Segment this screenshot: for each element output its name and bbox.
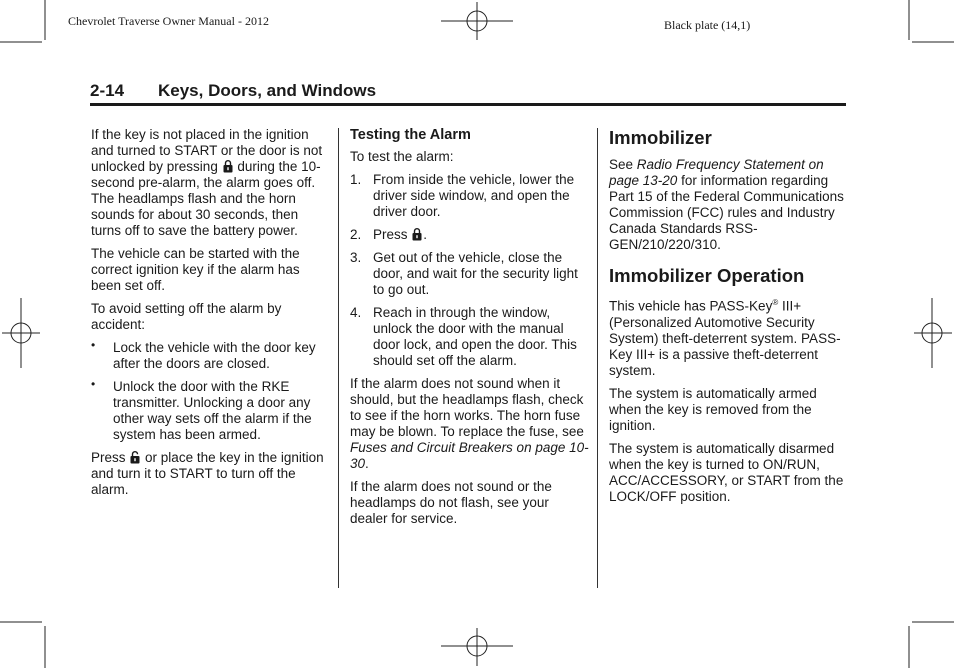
paragraph: If the alarm does not sound or the headlamps do not flash, see your dealer for service. [350,479,552,526]
list-item: • Lock the vehicle with the door key after the doors are closed. [91,340,331,372]
column-2 [350,127,590,534]
bullet-list [91,340,331,443]
heading-immobilizer-operation: Immobilizer Operation [609,265,805,286]
list-item: 1. From inside the vehicle, lower the driver side window, and open the driver door. [350,172,575,219]
plate-label-left: Chevrolet Traverse Owner Manual - 2012 [68,14,269,28]
paragraph: If the key is not placed in the ignition and turned to START or the door is not unlocked by pressing during the 10-second pre-alarm, the alarm goes off. The headlamps flash and the horn sounds for about 30 seconds, then turns off to save the battery power. [91,127,323,238]
paragraph: The vehicle can be started with the correct ignition key if the alarm has been set off. [91,246,300,293]
list-item: • Unlock the door with the RKE transmitter. Unlocking a door any other way sets off the alarm if the system has been armed. [91,379,331,443]
lock-icon [223,160,233,173]
registered-mark: ® [772,298,779,307]
subheading-testing-alarm: Testing the Alarm [350,127,471,143]
paragraph: See Radio Frequency Statement on page 13-20 for information regarding Part 15 of the Federal Communications Commission (FCC) rules and Industry Canada Standards RSS-GEN/210/220/310. [609,157,844,252]
list-item: 2. Press . [350,227,428,242]
paragraph: The system is automatically disarmed when the key is turned to ON/RUN, ACC/ACCESSORY, or START from the LOCK/OFF position. [609,440,844,504]
cross-reference-link[interactable]: Fuses and Circuit Breakers on page 10-30 [350,440,589,471]
paragraph: The system is automatically armed when the key is removed from the ignition. [609,385,817,433]
plate-label-right: Black plate (14,1) [664,18,751,32]
column-divider-1 [338,128,339,588]
paragraph: To test the alarm: [350,149,454,164]
section-header [90,81,846,106]
column-1 [91,127,331,505]
column-divider-2 [597,128,598,588]
lock-icon [412,228,422,241]
column-3 [609,127,849,512]
paragraph: To avoid setting off the alarm by accident: [91,301,282,332]
unlock-icon [130,451,140,464]
paragraph: This vehicle has PASS-Key® III+ (Personalized Automotive Security System) theft-deterrent system. PASS-Key III+ is a passive theft-deterrent system. [609,298,841,378]
paragraph: If the alarm does not sound when it should, but the headlamps flash, check to see if the horn works. The horn fuse may be blown. To replace the fuse, see Fuses and Circuit Breakers on page 10-30. [350,376,589,471]
cross-reference-link[interactable]: Radio Frequency Statement on page 13-20 [609,157,824,188]
section-title: Keys, Doors, and Windows [158,81,377,100]
list-item: 4. Reach in through the window, unlock the door with the manual door lock, and open the door. This should set off the alarm. [350,305,577,368]
numbered-list [350,172,590,369]
list-item: 3. Get out of the vehicle, close the door, and wait for the security light to go out. [350,250,578,297]
heading-immobilizer: Immobilizer [609,127,712,148]
paragraph: Press or place the key in the ignition and turn it to START to turn off the alarm. [91,450,324,497]
page-number: 2-14 [90,81,125,100]
